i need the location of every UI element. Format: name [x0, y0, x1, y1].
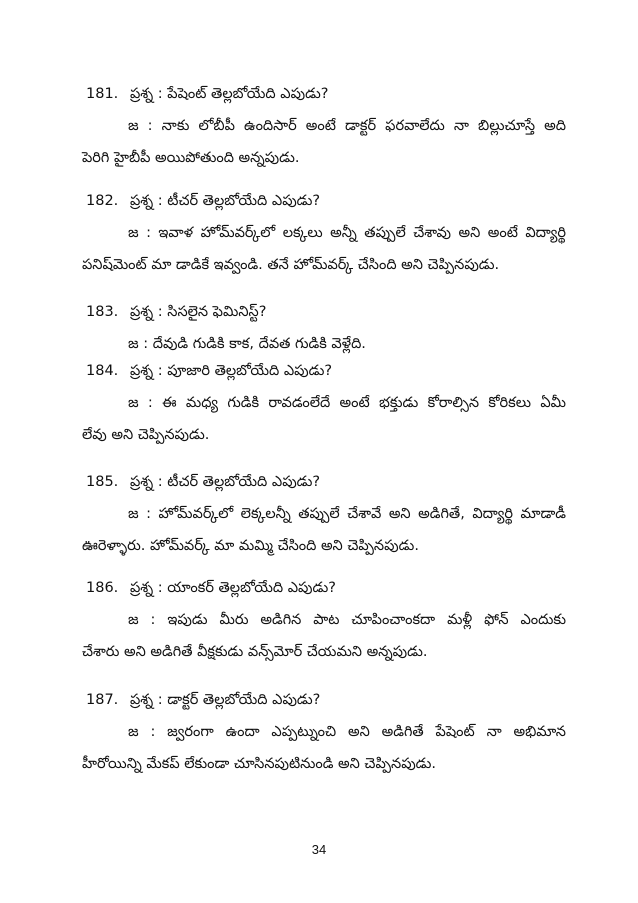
qa-entry-186 — [82, 572, 566, 668]
question-text: ప్రశ్న : టీచర్ తెల్లబోయేది ఎపుడు? — [130, 193, 321, 209]
answer-line: జ : ఇవాళ హోమ్‌వర్క్‌లో లక్కలు అన్నీ తప్పులే చేశావు అని అంటే విద్యార్థి — [128, 225, 566, 241]
question-number: 181. — [86, 86, 119, 102]
page-number: 34 — [311, 842, 327, 857]
answer-continuation: లేవు అని చెప్పినపుడు. — [82, 427, 210, 443]
qa-entry-183 — [86, 296, 566, 360]
answer-continuation: చేశారు అని అడిగితే వీక్షకుడు వన్స్‌మోర్ చేయమని అన్నపుడు. — [82, 644, 428, 660]
answer-continuation: ఊరెళ్ళారు. హోమ్‌వర్క్ మా మమ్మి చేసింది అని చెప్పినపుడు. — [82, 538, 419, 554]
answer-continuation: పెరిగి హైబీపీ అయిపోతుంది అన్నపుడు. — [82, 150, 300, 166]
answer-line: జ : జ్వరంగా ఉందా ఎప్పట్నుంచి అని అడిగితే పేషెంట్ నా అభిమాన — [128, 724, 566, 740]
qa-entry-181 — [82, 78, 566, 174]
answer-line: జ : దేవుడి గుడికి కాక, దేవత గుడికి వెళ్లేది. — [128, 336, 366, 352]
question-number: 186. — [86, 580, 119, 596]
question-line — [86, 684, 566, 716]
qa-entry-185 — [82, 466, 566, 562]
answer-continuation: పనిష్‌మెంట్ మా డాడికే ఇవ్వండి. తనే హోమ్‌వర్క్ చేసింది అని చెప్పినపుడు. — [82, 257, 500, 273]
question-line — [86, 296, 566, 328]
question-text: ప్రశ్న : సిసలైన ఫెమినిస్ట్? — [130, 304, 267, 320]
question-text: ప్రశ్న : యాంకర్ తెల్లబోయేది ఎపుడు? — [130, 580, 336, 596]
question-number: 183. — [86, 304, 119, 320]
question-number: 184. — [86, 363, 119, 379]
question-number: 187. — [86, 692, 119, 708]
question-line — [86, 466, 566, 498]
qa-entry-184 — [82, 355, 566, 451]
question-text: ప్రశ్న : పేషెంట్ తెల్లబోయేది ఎపుడు? — [130, 86, 329, 102]
question-text: ప్రశ్న : టీచర్ తెల్లబోయేది ఎపుడు? — [130, 474, 321, 490]
answer-line: జ : నాకు లోబీపీ ఉందిసార్ అంటే డాక్టర్ ఫరవాలేదు నా బిల్లుచూస్తే అది — [128, 118, 566, 134]
qa-entry-182 — [82, 185, 566, 281]
question-number: 185. — [86, 474, 119, 490]
qa-entry-187 — [82, 684, 566, 780]
answer-line: జ : ఇపుడు మీరు అడిగిన పాట చూపించాంకదా మళ్లీ ఫోన్ ఎందుకు — [128, 612, 566, 628]
question-line — [86, 572, 566, 604]
question-number: 182. — [86, 193, 119, 209]
answer-continuation: హీరోయిన్ని మేకప్ లేకుండా చూసినపుటినుండి అని చెప్పినపుడు. — [82, 756, 437, 772]
question-text: ప్రశ్న : డాక్టర్ తెల్లబోయేది ఎపుడు? — [130, 692, 321, 708]
question-line — [86, 355, 566, 387]
answer-line: జ : హోమ్‌వర్క్‌లో లెక్కలన్నీ తప్పులే చేశావే అని అడిగితే, విద్యార్థి మాడాడీ — [128, 506, 566, 522]
question-line — [86, 185, 566, 217]
question-text: ప్రశ్న : పూజారి తెల్లబోయేది ఎపుడు? — [130, 363, 333, 379]
answer-line: జ : ఈ మధ్య గుడికి రావడంలేదే అంటే భక్తుడు కోరాల్సిన కోరికలు ఏమీ — [128, 395, 566, 411]
question-line — [86, 78, 566, 110]
